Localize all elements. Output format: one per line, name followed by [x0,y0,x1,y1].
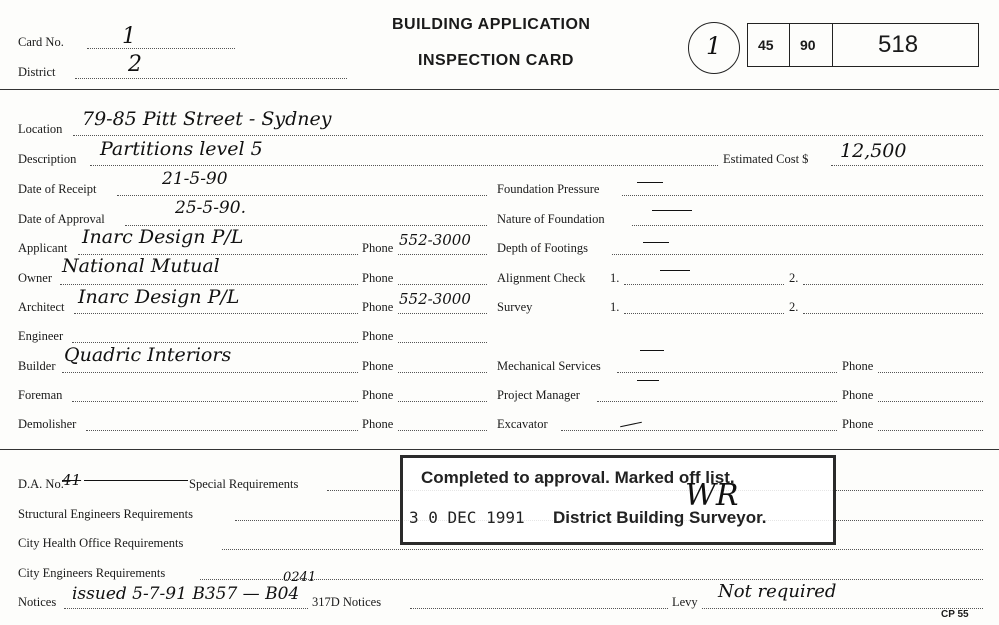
reference-boxes [747,23,979,67]
city-health-line [222,549,983,550]
project-manager-line [597,401,837,402]
description-value: Partitions level 5 [100,138,263,160]
alignment-check-1-label: 1. [610,271,620,285]
excavator-dash [620,422,642,428]
ref-box-b [790,24,833,66]
architect-phone-line [398,313,487,314]
foreman-phone-line [398,401,487,402]
foundation-pressure-dash [637,182,663,183]
builder-phone-line [398,372,487,373]
foreman-line [72,401,358,402]
engineer-line [72,342,358,343]
ref-box-c-value: 518 [878,31,919,58]
district-label: District [18,65,56,79]
date-receipt-line [117,195,487,196]
notices-317-line [410,608,668,609]
da-no-label: D.A. No. [18,477,64,491]
architect-line [74,313,358,314]
special-req-label: Special Requirements [189,477,299,491]
form-code: CP 55 [941,609,969,620]
location-value: 79-85 Pitt Street - Sydney [82,108,332,130]
depth-footings-dash [643,242,669,243]
mechanical-dash [640,350,664,351]
survey-2-label: 2. [789,300,799,314]
ref-box-a-value: 45 [758,37,774,53]
district-value: 2 [128,52,142,77]
owner-value: National Mutual [62,255,220,277]
alignment-check-1-line [624,284,784,285]
mechanical-phone-line [878,372,983,373]
foundation-pressure-line [622,195,983,196]
mechanical-label: Mechanical Services [497,359,601,373]
demolisher-phone-label: Phone [362,417,394,431]
applicant-phone-value: 552-3000 [399,231,471,249]
notices-317-label: 317D Notices [312,595,382,609]
nature-foundation-line [632,225,983,226]
notices-sup-value: 0241 [283,570,317,585]
city-engineers-line [200,579,983,580]
header-rule [0,89,999,90]
stamp-date: 3 0 DEC 1991 [409,508,525,527]
notices-label: Notices [18,595,57,609]
estimated-cost-value: 12,500 [840,140,907,162]
stamp-line-2: District Building Surveyor. [553,508,767,527]
card-no-value: 1 [122,24,136,49]
applicant-phone-label: Phone [362,241,394,255]
location-line [73,135,983,136]
project-manager-dash [637,380,659,381]
depth-footings-label: Depth of Footings [497,241,588,255]
estimated-cost-label: Estimated Cost $ [723,152,809,166]
approval-stamp [400,455,836,545]
da-no-strike [84,480,188,481]
demolisher-line [86,430,358,431]
excavator-line [561,430,837,431]
alignment-check-label: Alignment Check [497,271,586,285]
title-line-2: INSPECTION CARD [418,52,574,69]
survey-label: Survey [497,300,533,314]
description-label: Description [18,152,77,166]
excavator-label: Excavator [497,417,548,431]
levy-value: Not required [718,581,837,602]
project-manager-phone-label: Phone [842,388,874,402]
survey-1-line [624,313,784,314]
stamp-signature: WR [685,478,739,513]
engineer-phone-line [398,342,487,343]
mechanical-phone-label: Phone [842,359,874,373]
demolisher-phone-line [398,430,487,431]
stamp-line-1: Completed to approval. Marked off list. [421,468,735,487]
depth-footings-line [612,254,983,255]
ref-box-b-value: 90 [800,37,816,53]
architect-label: Architect [18,300,65,314]
foreman-phone-label: Phone [362,388,394,402]
city-health-label: City Health Office Requirements [18,536,184,550]
levy-label: Levy [672,595,698,609]
city-engineers-label: City Engineers Requirements [18,566,166,580]
district-line [75,78,347,79]
project-manager-phone-line [878,401,983,402]
alignment-check-2-label: 2. [789,271,799,285]
card-no-label: Card No. [18,35,64,49]
notices-value: issued 5-7-91 B357 — B04 [72,584,300,604]
estimated-cost-line [831,165,983,166]
circled-number [688,22,740,74]
architect-value: Inarc Design P/L [78,286,240,308]
builder-label: Builder [18,359,56,373]
location-label: Location [18,122,63,136]
owner-label: Owner [18,271,53,285]
builder-line [62,372,358,373]
foundation-pressure-label: Foundation Pressure [497,182,600,196]
demolisher-label: Demolisher [18,417,77,431]
nature-foundation-label: Nature of Foundation [497,212,605,226]
owner-phone-line [398,284,487,285]
excavator-phone-label: Phone [842,417,874,431]
ref-box-a [748,24,790,66]
da-no-value: 41 [62,471,82,489]
title-line-1: BUILDING APPLICATION [392,16,591,33]
footer-rule [0,449,999,450]
notices-line [64,608,308,609]
date-receipt-value: 21-5-90 [162,169,228,189]
survey-2-line [803,313,983,314]
survey-1-label: 1. [610,300,620,314]
applicant-phone-line [398,254,487,255]
nature-foundation-dash [652,210,692,211]
owner-phone-label: Phone [362,271,394,285]
excavator-phone-line [878,430,983,431]
owner-line [60,284,358,285]
builder-value: Quadric Interiors [64,344,232,366]
description-line [90,165,718,166]
alignment-check-dash [660,270,690,271]
builder-phone-label: Phone [362,359,394,373]
mechanical-line [617,372,837,373]
architect-phone-label: Phone [362,300,394,314]
foreman-label: Foreman [18,388,63,402]
architect-phone-value: 552-3000 [399,290,471,308]
date-approval-label: Date of Approval [18,212,105,226]
engineer-phone-label: Phone [362,329,394,343]
alignment-check-2-line [803,284,983,285]
applicant-value: Inarc Design P/L [82,226,244,248]
card-no-line [87,48,235,49]
structural-label: Structural Engineers Requirements [18,507,193,521]
engineer-label: Engineer [18,329,64,343]
date-approval-value: 25-5-90. [175,198,246,218]
project-manager-label: Project Manager [497,388,580,402]
applicant-label: Applicant [18,241,68,255]
date-receipt-label: Date of Receipt [18,182,97,196]
circled-number-value: 1 [706,32,722,60]
